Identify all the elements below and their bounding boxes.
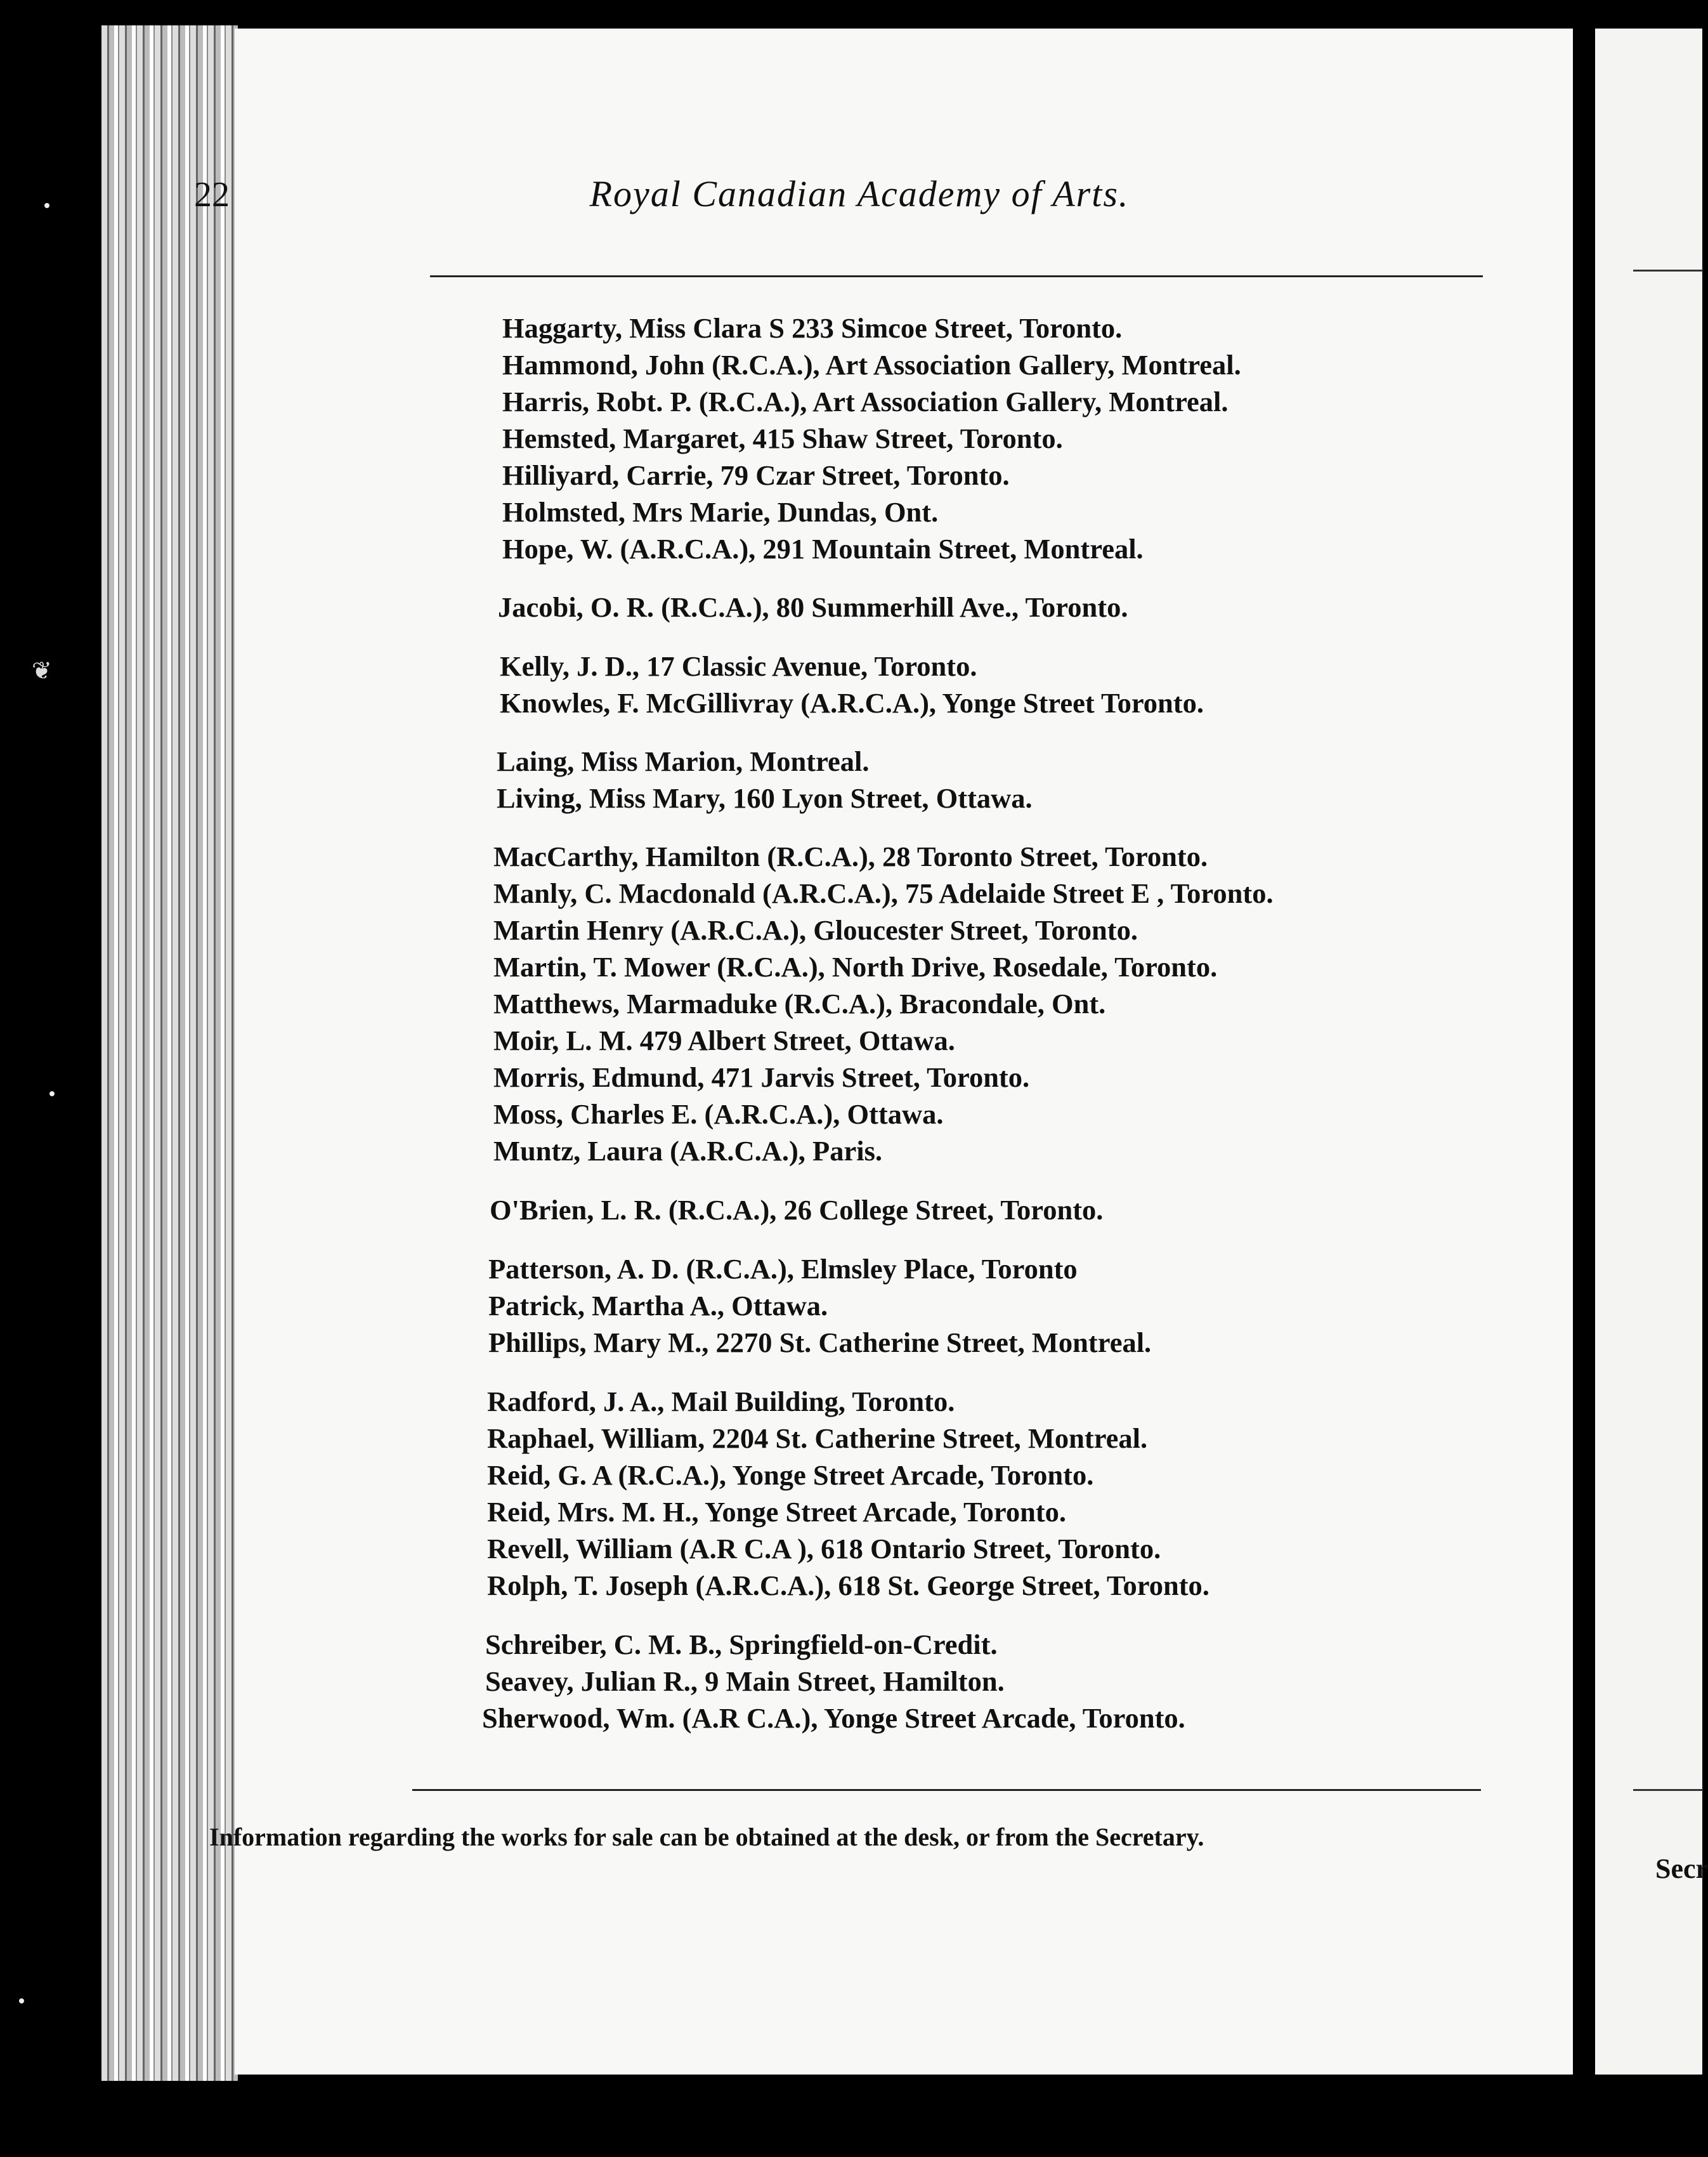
- directory-entry: Moir, L. M. 479 Albert Street, Ottawa.: [493, 1025, 955, 1056]
- directory-entry: Hemsted, Margaret, 415 Shaw Street, Toronto.: [502, 423, 1063, 454]
- directory-entry: Manly, C. Macdonald (A.R.C.A.), 75 Adelaide Street E , Toronto.: [493, 877, 1274, 909]
- directory-entry: Phillips, Mary M., 2270 St. Catherine Street, Montreal.: [488, 1327, 1152, 1358]
- footer-rule: [412, 1789, 1481, 1791]
- directory-entry: Raphael, William, 2204 St. Catherine Street, Montreal.: [487, 1422, 1148, 1454]
- directory-entry: Reid, Mrs. M. H., Yonge Street Arcade, Toronto.: [487, 1496, 1067, 1528]
- directory-entry: Haggarty, Miss Clara S 233 Simcoe Street, Toronto.: [502, 312, 1123, 344]
- directory-entry: Morris, Edmund, 471 Jarvis Street, Toronto.: [493, 1061, 1030, 1093]
- directory-entry: Martin, T. Mower (R.C.A.), North Drive, Rosedale, Toronto.: [493, 951, 1218, 983]
- directory-entry: Living, Miss Mary, 160 Lyon Street, Ottawa.: [497, 782, 1033, 814]
- directory-entry: Jacobi, O. R. (R.C.A.), 80 Summerhill Ave., Toronto.: [498, 591, 1128, 623]
- running-title: Royal Canadian Academy of Arts.: [589, 173, 1130, 214]
- directory-entry: Reid, G. A (R.C.A.), Yonge Street Arcade, Toronto.: [487, 1459, 1094, 1491]
- footer-note: Information regarding the works for sale can be obtained at the desk, or from the Secretary.: [209, 1823, 1204, 1851]
- directory-entry: Hilliyard, Carrie, 79 Czar Street, Toronto.: [502, 459, 1010, 491]
- directory-entry: MacCarthy, Hamilton (R.C.A.), 28 Toronto Street, Toronto.: [493, 841, 1208, 872]
- directory-entry: Patterson, A. D. (R.C.A.), Elmsley Place, Toronto: [488, 1253, 1078, 1285]
- directory-entry: Muntz, Laura (A.R.C.A.), Paris.: [493, 1135, 883, 1167]
- directory-entry: Laing, Miss Marion, Montreal.: [497, 745, 870, 777]
- directory-entry: Seavey, Julian R., 9 Main Street, Hamilton.: [485, 1665, 1005, 1697]
- directory-entry: Kelly, J. D., 17 Classic Avenue, Toronto.: [500, 650, 977, 682]
- directory-entry: Patrick, Martha A., Ottawa.: [488, 1290, 828, 1321]
- directory-entry: O'Brien, L. R. (R.C.A.), 26 College Street, Toronto.: [490, 1194, 1104, 1226]
- directory-entry: Schreiber, C. M. B., Springfield-on-Credit.: [485, 1629, 998, 1660]
- directory-entry: Matthews, Marmaduke (R.C.A.), Bracondale, Ont.: [493, 988, 1106, 1019]
- directory-entry: Radford, J. A., Mail Building, Toronto.: [487, 1386, 955, 1417]
- directory-entry: Sherwood, Wm. (A.R C.A.), Yonge Street Arcade, Toronto.: [482, 1702, 1185, 1734]
- directory-entry: Moss, Charles E. (A.R.C.A.), Ottawa.: [493, 1098, 944, 1130]
- directory-entry: Hope, W. (A.R.C.A.), 291 Mountain Street, Montreal.: [502, 533, 1144, 565]
- directory-entry: Knowles, F. McGillivray (A.R.C.A.), Yonge Street Toronto.: [500, 687, 1204, 719]
- directory-entry: Martin Henry (A.R.C.A.), Gloucester Street, Toronto.: [493, 914, 1138, 946]
- directory-entry: Holmsted, Mrs Marie, Dundas, Ont.: [502, 496, 939, 528]
- directory-entry: Hammond, John (R.C.A.), Art Association Gallery, Montreal.: [502, 349, 1241, 381]
- directory-entry: Revell, William (A.R C.A ), 618 Ontario Street, Toronto.: [487, 1533, 1161, 1564]
- directory-entry: Rolph, T. Joseph (A.R.C.A.), 618 St. George Street, Toronto.: [487, 1570, 1209, 1601]
- directory-entry: Harris, Robt. P. (R.C.A.), Art Association Gallery, Montreal.: [502, 386, 1229, 417]
- adjacent-page-fragment: Secr: [1655, 1853, 1708, 1884]
- margin-ornament: ❦: [32, 657, 52, 685]
- page-number: 22: [194, 175, 230, 214]
